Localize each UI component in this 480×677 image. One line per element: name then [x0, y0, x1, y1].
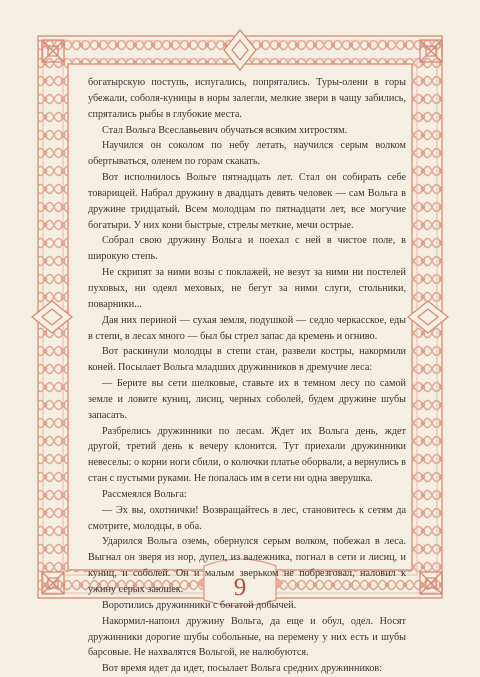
paragraph: — Берите вы сети шелковые, ставьте их в темном лесу по самой земле и ловите куниц, лисиц, черных соболей, будем дружине шубы запасать. — [88, 378, 406, 421]
paragraph: — Эх вы, охотнички! Возвращайтесь в лес, становитесь к сетям да смотрите, молодцы, в оба. — [88, 504, 406, 532]
paragraph: Стал Вольга Всеславьевич обучаться всяким хитростям. — [102, 124, 348, 136]
paragraph: Вот исполнилось Вольге пятнадцать лет. Стал он собирать себе товарищей. Набрал дружину в двадцать девять человек — сам Вольга в дружине тридцатый. Всем молодцам по пятнадцати лет, все могучие богатыри. У них кони быстрые, стрелы меткие, мечи острые. — [88, 172, 406, 231]
paragraph: Воротились дружинники с богатой добычей. — [102, 599, 297, 611]
paragraph: Дая них периной — сухая земля, подушкой — седло черкасское, еды в степи, в лесах много — был бы стрел запас да кремень и огниво. — [88, 314, 406, 342]
paragraph: Собрал свою дружину Вольга и поехал с ней в чистое поле, в широкую степь. — [88, 235, 406, 263]
paragraph: Вот раскинули молодцы в степи стан, развели костры, накормили коней. Посылает Вольга младших дружинников в дремучие леса: — [88, 346, 406, 374]
paragraph: Вот время идет да идет, посылает Вольга средних дружинников: — [102, 663, 383, 675]
page-number: 9 — [233, 574, 247, 601]
paragraph: богатырскую поступь, испугались, попрятались. Туры-олени в горы убежали, соболя-куницы в норы залегли, мелкие звери в чащу забились, спрятались рыбы в глубокие места. — [88, 77, 406, 120]
paragraph: Накормил-напоил дружину Вольга, да еще и обул, одел. Носят дружинники дорогие шубы собольные, на перемену у них есть и шубы барсовые. Не нахвалятся Вольгой, не налюбуются. — [88, 615, 406, 659]
paragraph: Ударился Вольга оземь, обернулся серым волком, побежал в леса. Выгнал он зверя из нор, дупел, из валежника, погнал в сети и лисиц, и куниц, и соболей. Он и малым зверьком не побрезговал, наловил к ужину серых заюшек. — [88, 536, 406, 595]
paragraph: Рассмеялся Вольга: — [102, 488, 187, 500]
paragraph: Научился он соколом по небу летать, научился серым волком обертываться, оленем по горам скакать. — [88, 140, 406, 168]
paragraph: Не скрипят за ними возы с поклажей, не везут за ними ни постелей пуховых, ни одеял меховых, не бегут за ними слуги, стольники, поварники... — [88, 267, 406, 310]
paragraph: Разбрелись дружинники по лесам. Ждет их Вольга день, ждет другой, третий день к вечеру клонится. Тут приехали дружинники невеселы: о корни ноги сбили, о колючки платье оборвали, а вернулись в стан с пустыми руками. Не попалась им в сети ни одна зверушка. — [88, 425, 406, 485]
